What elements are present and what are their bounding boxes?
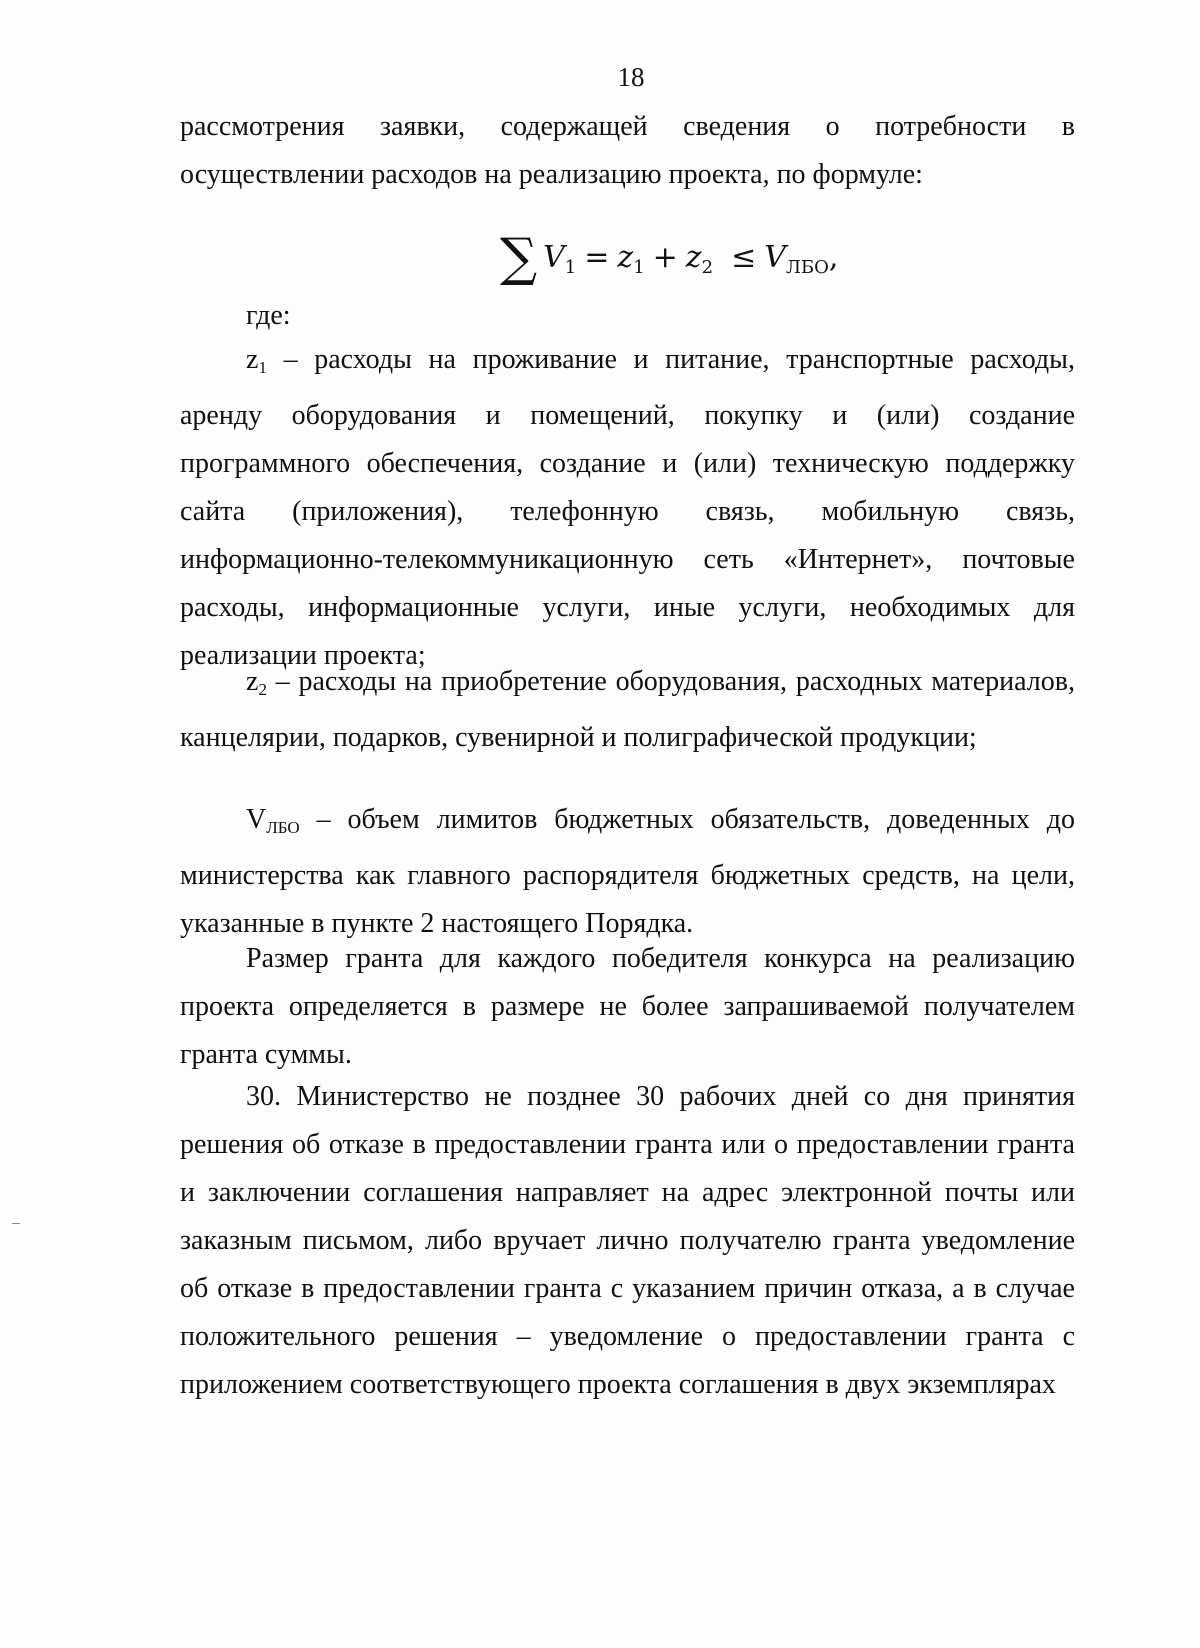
- formula-term2-sub: 2: [701, 257, 714, 278]
- grant-formula: [500, 228, 838, 288]
- sum-symbol: ∑: [500, 228, 538, 288]
- vlbo-subscript: ЛБО: [266, 818, 300, 837]
- formula-lhs-sub: 1: [564, 257, 577, 278]
- vlbo-definition: [180, 796, 1075, 948]
- where-label: где:: [246, 300, 291, 331]
- formula-term1-var: z: [617, 240, 634, 275]
- formula-term2-var: z: [685, 240, 702, 275]
- z1-definition: [180, 336, 1075, 680]
- z1-subscript: 1: [258, 358, 267, 377]
- z2-definition: [180, 658, 1075, 762]
- formula-trailing-comma: ,: [828, 240, 839, 275]
- grant-size-paragraph: Размер гранта для каждого победителя конкурса на реализацию проекта определяется в размере не более запрашиваемой получателем гранта суммы.: [180, 943, 1075, 1070]
- vlbo-symbol: V: [246, 804, 267, 835]
- intro-line-2: осуществлении расходов на реализацию проекта, по формуле:: [180, 159, 923, 190]
- item-30-paragraph: 30. Министерство не позднее 30 рабочих дней со дня принятия решения об отказе в предоставлении гранта или о предоставлении гранта и заключении соглашения направляет на адрес электронной почты или заказным письмом, либо вручает лично получателю гранта уведомление об отказе в предоставлении гранта с указанием причин отказа, а в случае положительного решения – уведомление о предоставлении гранта с приложением соответствующего проекта соглашения в двух экземплярах: [180, 1081, 1075, 1400]
- formula-rhs-var: V: [764, 240, 786, 275]
- vlbo-text: – объем лимитов бюджетных обязательств, доведенных до министерства как главного распорядителя бюджетных средств, на цели, указанные в пункте 2 настоящего Порядка.: [180, 804, 1075, 939]
- z2-subscript: 2: [258, 680, 267, 699]
- page-number: 18: [617, 62, 645, 92]
- z2-text: – расходы на приобретение оборудования, расходных материалов, канцелярии, подарков, сувенирной и полиграфической продукции;: [180, 666, 1075, 753]
- scan-edge-mark: [12, 1223, 20, 1224]
- z2-symbol: z: [246, 666, 259, 697]
- formula-lhs-var: V: [543, 240, 565, 275]
- z1-symbol: z: [246, 344, 259, 375]
- formula-equals: =: [584, 240, 610, 275]
- formula-leq: ≤: [731, 240, 757, 275]
- formula-plus: +: [652, 240, 678, 275]
- intro-line-1: рассмотрения заявки, содержащей сведения о потребности в: [180, 111, 1075, 142]
- formula-term1-sub: 1: [633, 257, 645, 278]
- z1-text: – расходы на проживание и питание, транспортные расходы, аренду оборудования и помещений, покупку и (или) создание программного обеспечения, создание и (или) техническую поддержку сайта (приложения), телефонную связь, мобильную связь, информационно-телекоммуникационную сеть «Интернет», почтовые расходы, информационные услуги, иные услуги, необходимых для реализации проекта;: [180, 344, 1075, 671]
- formula-rhs-sub: ЛБО: [785, 257, 829, 278]
